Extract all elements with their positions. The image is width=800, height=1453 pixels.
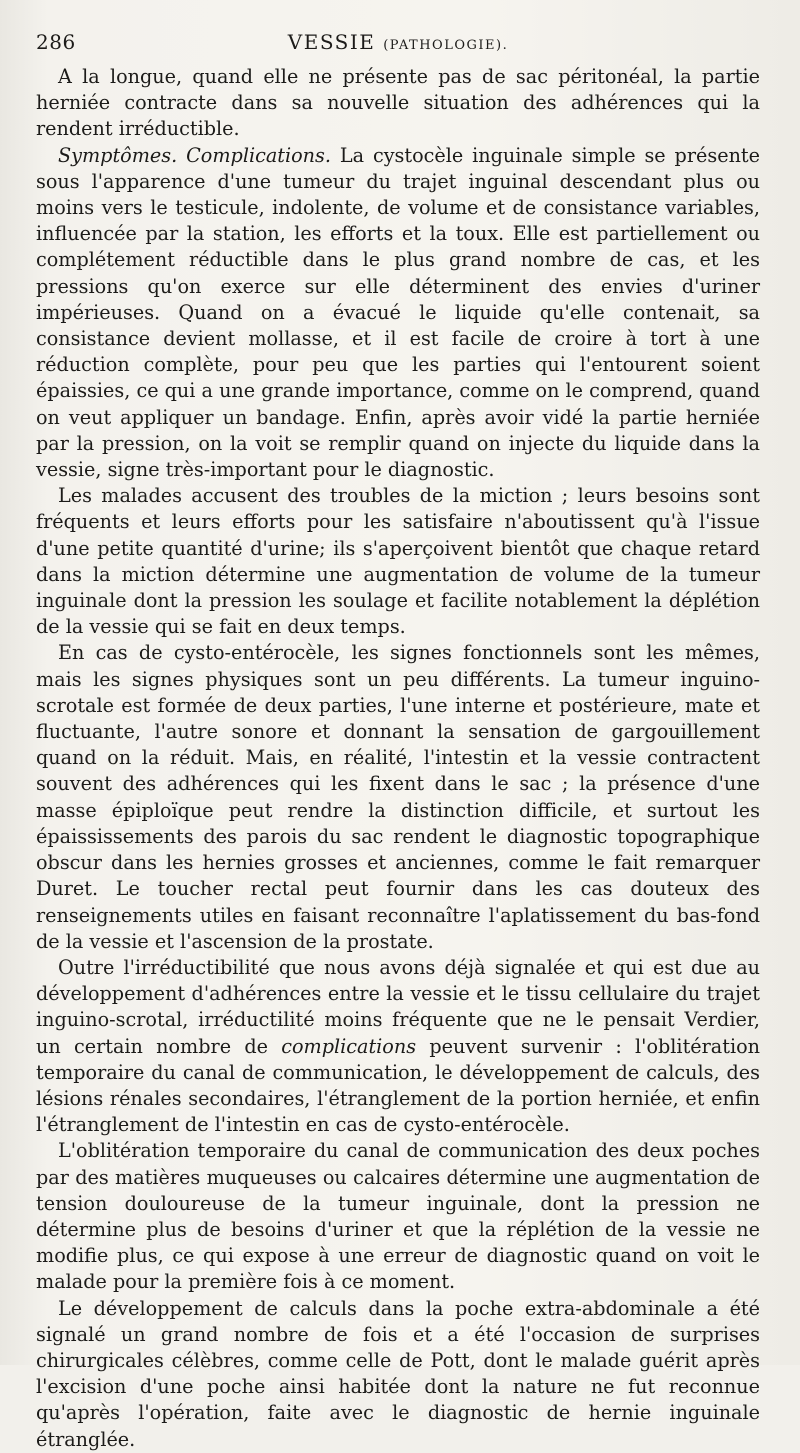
header-subtitle: (PATHOLOGIE).: [383, 38, 509, 53]
paragraph-4-text: En cas de cysto-entérocèle, les signes fonctionnels sont les mêmes, mais les signes physiques sont un peu différents. La tumeur inguino-scrotale est formée de deux parties, l'une interne et postérieure, mate et fluctuante, l'autre sonore et donnant la sensation de gargouillement quand on la réduit. Mais, en réalité, l'intestin et la vessie contractent souvent des adhérences qui les fixent dans le sac ; la présence d'une masse épiploïque peut rendre la distinction difficile, et surtout les épaississements des parois du sac rendent le diagnostic topographique obscur dans les hernies grosses et anciennes, comme le fait remarquer Duret. Le toucher rectal peut fournir dans les cas douteux des renseignements utiles en faisant reconnaître l'aplatissement du bas-fond de la vessie et l'ascension de la prostate.: [36, 641, 760, 953]
paragraph-1: [36, 64, 760, 143]
paragraph-2: [36, 143, 760, 484]
paragraph-5-text-after: peuvent survenir : l'oblitération temporaire du canal de communication, le développement de calculs, des lésions rénales secondaires, l'étranglement de la portion herniée, et enfin l'étranglement de l'intestin en cas de cysto-entérocèle.: [36, 1034, 760, 1137]
paragraph-3-text: Les malades accusent des troubles de la miction ; leurs besoins sont fréquents et leurs efforts pour les satisfaire n'aboutissent qu'à l'issue d'une petite quantité d'urine; ils s'aperçoivent bientôt que chaque retard dans la miction détermine une augmentation de volume de la tumeur inguinale dont la pression les soulage et facilite notablement la déplétion de la vessie qui se fait en deux temps.: [36, 484, 760, 639]
section-heading: Symptômes. Complications.: [58, 143, 331, 167]
header-title: VESSIE: [287, 30, 376, 54]
paragraph-7: [36, 1296, 760, 1453]
paragraph-2-text: La cystocèle inguinale simple se présente sous l'apparence d'une tumeur du trajet inguinal descendant plus ou moins vers le testicule, indolente, de volume et de consistance variables, influencée par la station, les efforts et la toux. Elle est partiellement ou complétement réductible dans le plus grand nombre de cas, et les pressions qu'on exerce sur elle déterminent des envies d'uriner impérieuses. Quand on a évacué le liquide qu'elle contenait, sa consistance devient mollasse, et il est facile de croire à tort à une réduction complète, pour peu que les parties qui l'entourent soient épaissies, ce qui a une grande importance, comme on le comprend, quand on veut appliquer un bandage. Enfin, après avoir vidé la partie herniée par la pression, on la voit se remplir quand on injecte du liquide dans la vessie, signe très-important pour le diagnostic.: [36, 143, 760, 482]
paragraph-3: [36, 483, 760, 640]
paragraph-7-text: Le développement de calculs dans la poche extra-abdominale a été signalé un grand nombre de fois et a été l'occasion de surprises chirurgicales célèbres, comme celle de Pott, dont le malade guérit après l'excision d'une poche ainsi habitée dont la nature ne fut reconnue qu'après l'opération, faite avec le diagnostic de hernie inguinale étranglée.: [36, 1296, 760, 1451]
paragraph-5-text-before: Outre l'irréductibilité que nous avons déjà signalée et qui est due au développement d'adhérences entre la vessie et le tissu cellulaire du trajet inguino-scrotal, irréductilité moins fréquente que ne le pensait Verdier, un certain nombre de: [36, 955, 760, 1058]
paragraph-6: [36, 1138, 760, 1295]
running-title: [36, 30, 760, 54]
complications-emphasis: complications: [281, 1034, 417, 1058]
paragraph-5: [36, 955, 760, 1138]
running-head: [36, 26, 760, 56]
page-number: 286: [36, 30, 76, 54]
paragraph-6-text: L'oblitération temporaire du canal de communication des deux poches par des matières muqueuses ou calcaires détermine une augmentation de tension douloureuse de la tumeur inguinale, dont la pression ne détermine plus de besoins d'uriner et que la réplétion de la vessie ne modifie plus, ce qui expose à une erreur de diagnostic quand on voit le malade pour la première fois à ce moment.: [36, 1139, 760, 1294]
body-text: [36, 64, 760, 1453]
paragraph-1-text: A la longue, quand elle ne présente pas de sac péritonéal, la partie herniée contracte dans sa nouvelle situation des adhérences qui la rendent irréductible.: [36, 65, 760, 141]
paragraph-4: [36, 640, 760, 954]
